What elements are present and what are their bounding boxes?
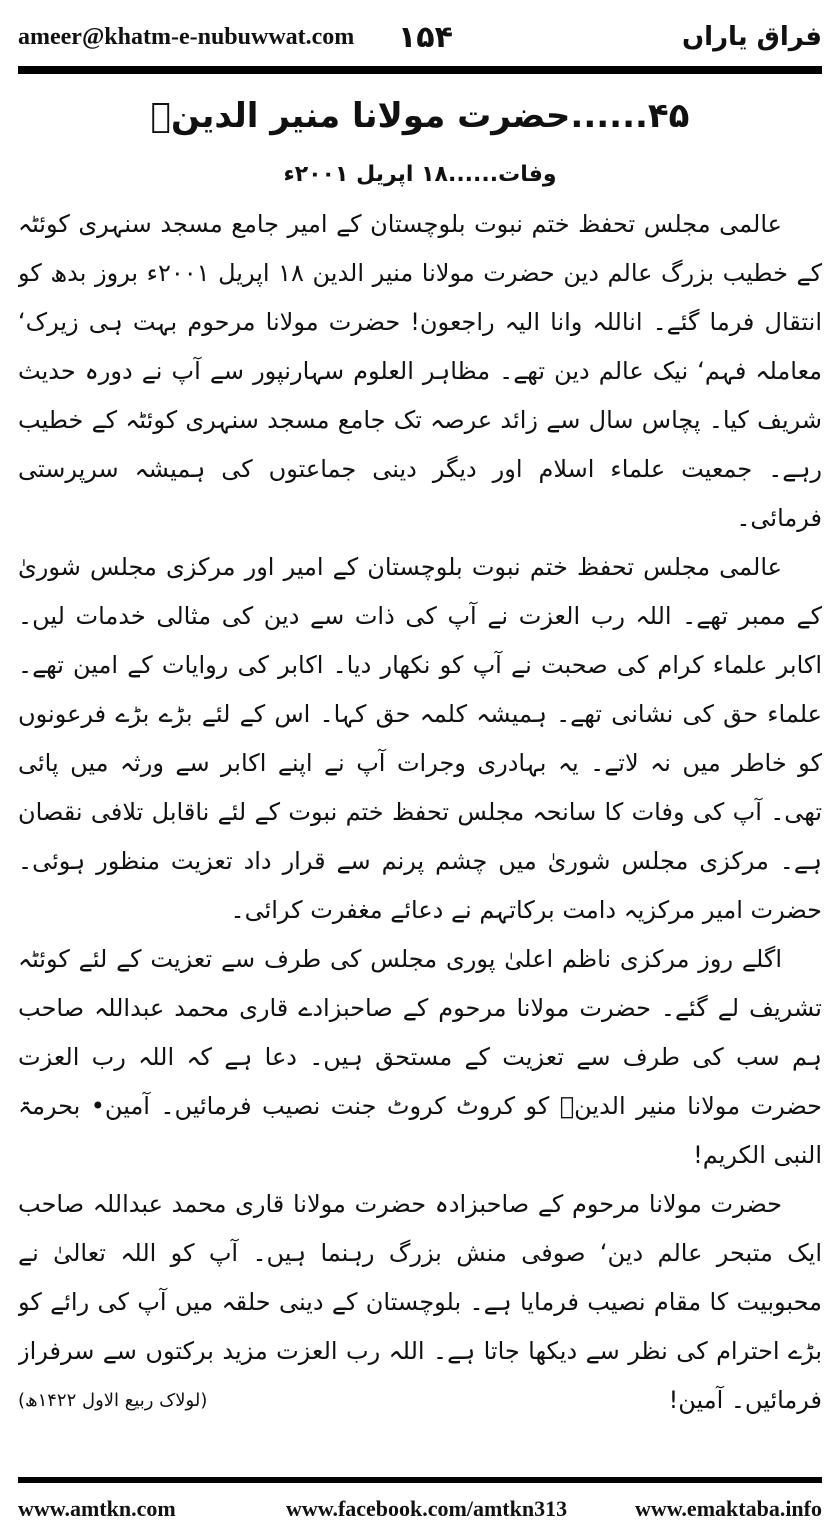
footer-rule <box>18 1477 822 1483</box>
paragraph-2: عالمی مجلس تحفظ ختم نبوت بلوچستان کے امیر اور مرکزی مجلس شوریٰ کے ممبر تھے۔ اللہ رب العزت نے آپ کی ذات سے دین کی مثالی خدمات لیں۔ اکابر علماء کرام کی صحبت نے آپ کو نکھار دیا۔ اکابر کی روایات کے امین تھے۔ علماء حق کی نشانی تھے۔ ہمیشہ کلمہ حق کہا۔ اس کے لئے بڑے بڑے فرعونوں کو خاطر میں نہ لاتے۔ یہ بہادری وجرات آپ نے اپنے اکابر سے ورثہ میں پائی تھی۔ آپ کی وفات کا سانحہ مجلس تحفظ ختم نبوت کے لئے ناقابل تلافی نقصان ہے۔ مرکزی مجلس شوریٰ میں چشم پرنم سے قرار داد تعزیت منظور ہوئی۔ حضرت امیر مرکزیہ دامت برکاتہم نے دعائے مغفرت کرائی۔ <box>18 553 822 924</box>
footer-link-emaktaba[interactable]: www.emaktaba.info <box>634 1496 822 1521</box>
death-date: وفات......۱۸ اپریل ۲۰۰۱ء <box>283 162 557 187</box>
header-rule <box>18 66 822 74</box>
article-title: ۴۵......حضرت مولانا منیر الدینؒ <box>150 96 690 136</box>
source-citation: (لولاک ربیع الاول ۱۴۲۲ھ) <box>18 1390 208 1411</box>
page-footer <box>18 1496 822 1526</box>
page-number: ۱۵۴ <box>398 20 453 55</box>
header-email: ameer@khatm-e-nubuwwat.com <box>18 24 355 50</box>
footer-link-facebook[interactable]: www.facebook.com/amtkn313 <box>286 1496 568 1521</box>
paragraph-4-text: حضرت مولانا مرحوم کے صاحبزادہ حضرت مولانا قاری محمد عبداللہ صاحب ایک متبحر عالم دین‘ صوفی منش بزرگ رہنما ہیں۔ آپ کو اللہ تعالیٰ نے محبوبیت کا مقام نصیب فرمایا ہے۔ بلوچستان کے دینی حلقہ میں آپ کی رائے کو بڑے احترام کی نظر سے دیکھا جاتا ہے۔ اللہ رب العزت مزید برکتوں سے سرفراز فرمائیں۔ آمین! <box>18 1190 822 1414</box>
book-title: فراق یاراں <box>681 22 822 52</box>
paragraph-3: اگلے روز مرکزی ناظم اعلیٰ پوری مجلس کی طرف سے تعزیت کے لئے کوئٹہ تشریف لے گئے۔ حضرت مولانا مرحوم کے صاحبزادے قاری محمد عبداللہ صاحب ہم سب کی طرف سے تعزیت کے مستحق ہیں۔ دعا ہے کہ اللہ رب العزت حضرت مولانا منیر الدینؒ کو کروٹ کروٹ جنت نصیب فرمائیں۔ آمین• بحرمۃ النبی الکریم! <box>18 945 822 1169</box>
paragraph-1: عالمی مجلس تحفظ ختم نبوت بلوچستان کے امیر جامع مسجد سنہری کوئٹہ کے خطیب بزرگ عالم دین حضرت مولانا منیر الدین ۱۸ اپریل ۲۰۰۱ء بروز بدھ کو انتقال فرما گئے۔ اناللہ وانا الیہ راجعون! حضرت مولانا مرحوم بہت ہی زیرک‘ معاملہ فہم‘ نیک عالم دین تھے۔ مظاہر العلوم سہارنپور سے آپ نے دورہ حدیث شریف کیا۔ پچاس سال سے زائد عرصہ تک جامع مسجد سنہری کوئٹہ کے خطیب رہے۔ جمعیت علماء اسلام اور دیگر دینی جماعتوں کی ہمیشہ سرپرستی فرمائی۔ <box>18 210 822 532</box>
article-body <box>18 200 822 1462</box>
page-header <box>18 18 822 64</box>
paragraph-4 <box>18 1180 822 1425</box>
footer-link-amtkn[interactable]: www.amtkn.com <box>18 1496 176 1521</box>
